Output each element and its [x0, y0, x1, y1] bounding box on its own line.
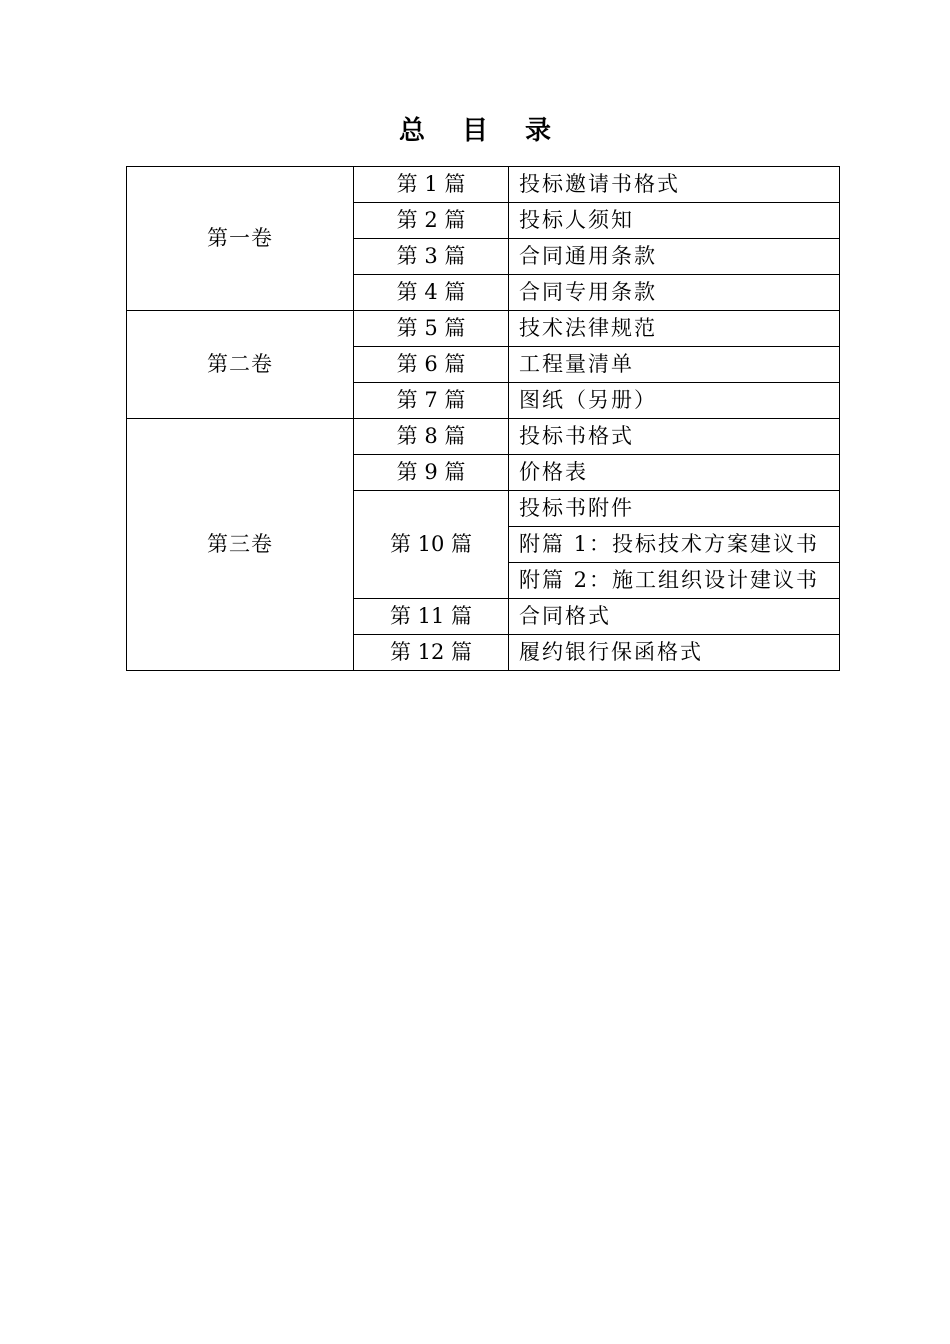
volume-label: 第三卷 [127, 419, 354, 671]
table-row [127, 167, 840, 203]
table-row [127, 419, 840, 455]
chapter-title: 投标书附件 [509, 491, 840, 527]
chapter-number: 第 12 篇 [354, 635, 509, 671]
chapter-title: 工程量清单 [509, 347, 840, 383]
volume-label: 第二卷 [127, 311, 354, 419]
chapter-title: 合同格式 [509, 599, 840, 635]
toc-body [127, 167, 840, 671]
chapter-number: 第 4 篇 [354, 275, 509, 311]
chapter-title: 价格表 [509, 455, 840, 491]
chapter-number: 第 11 篇 [354, 599, 509, 635]
chapter-number: 第 5 篇 [354, 311, 509, 347]
table-of-contents [126, 166, 840, 671]
chapter-number: 第 6 篇 [354, 347, 509, 383]
chapter-number: 第 9 篇 [354, 455, 509, 491]
table-row [127, 311, 840, 347]
chapter-number: 第 2 篇 [354, 203, 509, 239]
chapter-number: 第 7 篇 [354, 383, 509, 419]
chapter-title: 履约银行保函格式 [509, 635, 840, 671]
volume-label: 第一卷 [127, 167, 354, 311]
chapter-number: 第 3 篇 [354, 239, 509, 275]
chapter-number: 第 10 篇 [354, 491, 509, 599]
chapter-title: 图纸（另册） [509, 383, 840, 419]
chapter-title: 附篇 1：投标技术方案建议书 [509, 527, 840, 563]
chapter-number: 第 8 篇 [354, 419, 509, 455]
chapter-title: 合同专用条款 [509, 275, 840, 311]
chapter-title: 投标人须知 [509, 203, 840, 239]
chapter-title: 投标书格式 [509, 419, 840, 455]
chapter-title: 附篇 2：施工组织设计建议书 [509, 563, 840, 599]
page-title: 总 目 录 [398, 116, 566, 146]
chapter-title: 技术法律规范 [509, 311, 840, 347]
chapter-number: 第 1 篇 [354, 167, 509, 203]
chapter-title: 投标邀请书格式 [509, 167, 840, 203]
chapter-title: 合同通用条款 [509, 239, 840, 275]
